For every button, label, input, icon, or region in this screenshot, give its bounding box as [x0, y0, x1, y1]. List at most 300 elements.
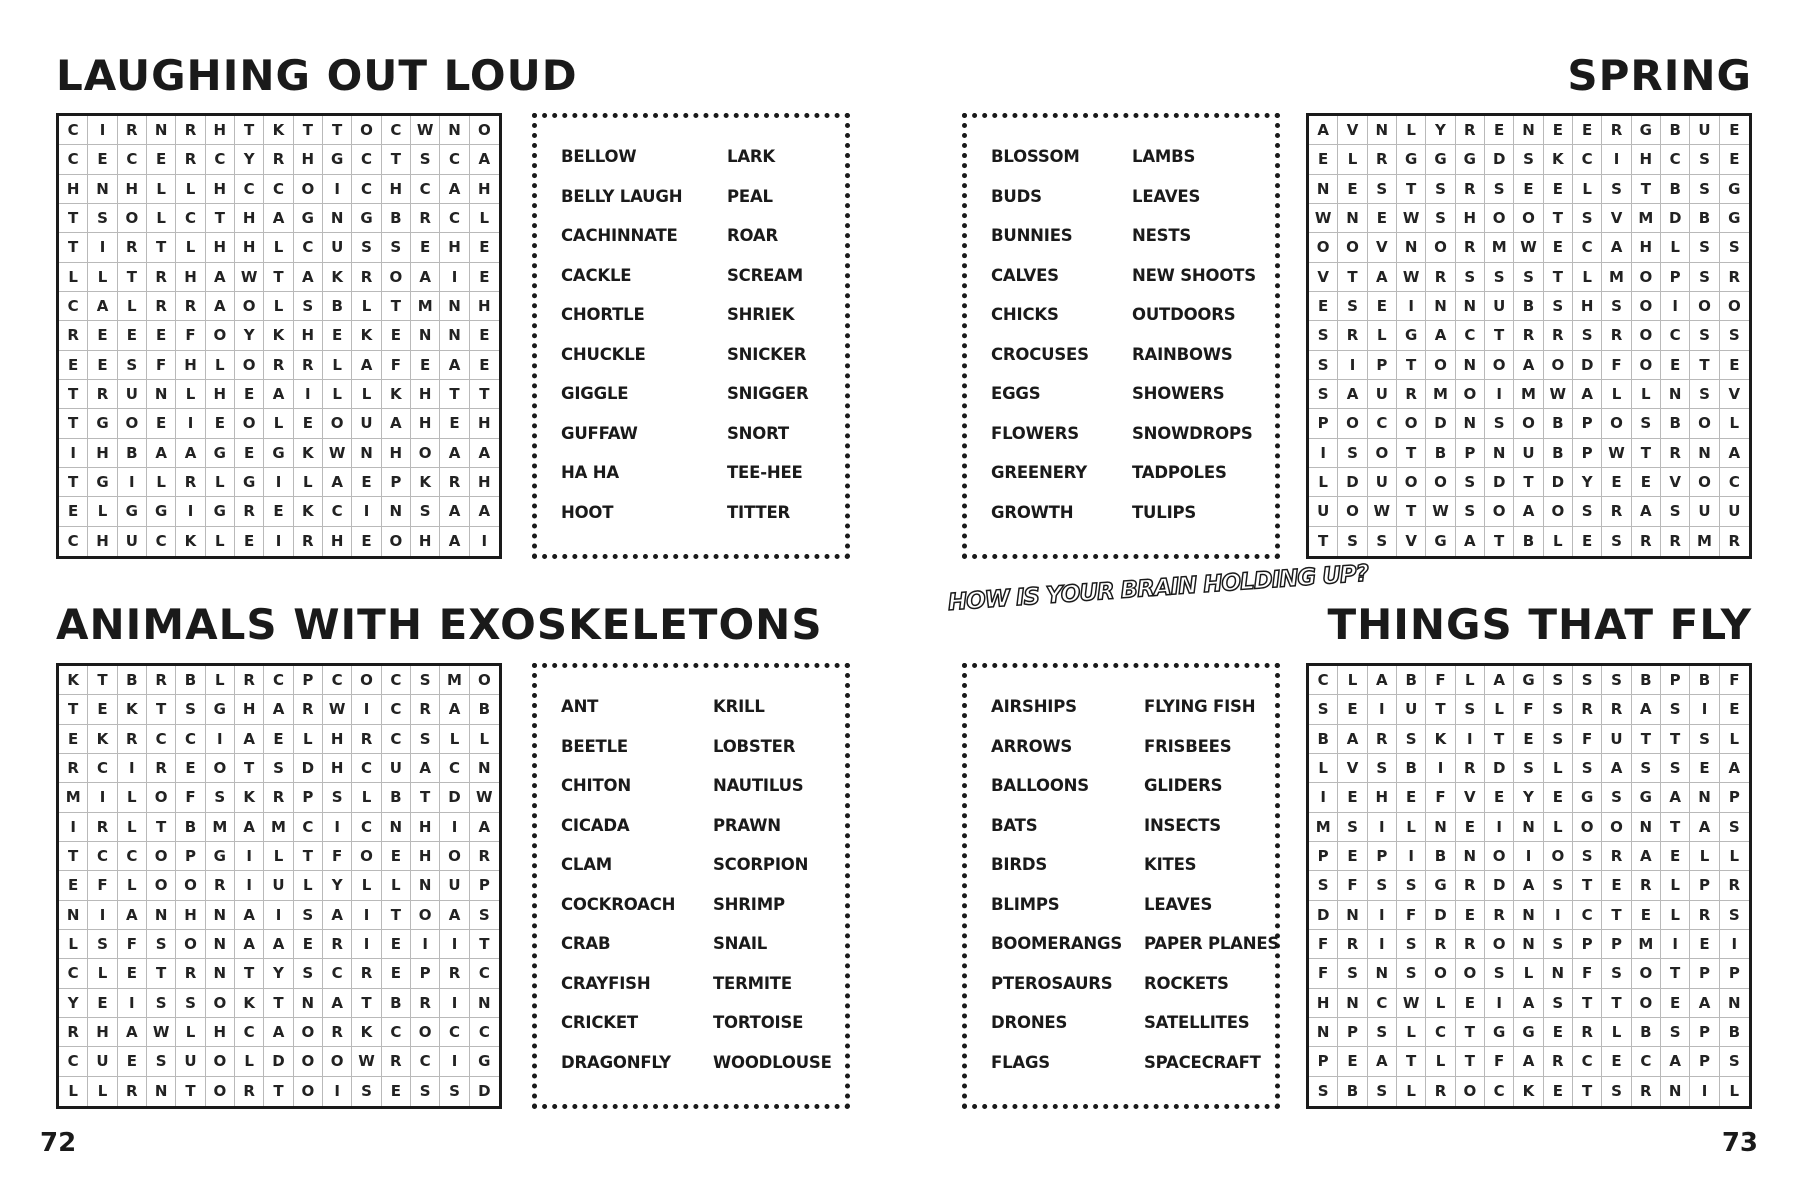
grid-cell: U	[118, 527, 147, 556]
grid-cell: R	[1456, 233, 1485, 262]
grid-cell: C	[118, 145, 147, 174]
grid-cell: A	[470, 497, 499, 526]
grid-cell: S	[1397, 725, 1426, 754]
grid-cell: R	[1426, 1077, 1455, 1106]
grid-cell: R	[411, 204, 440, 233]
grid-cell: R	[1426, 263, 1455, 292]
grid-cell: L	[147, 468, 176, 497]
grid-cell: R	[470, 842, 499, 871]
grid-cell: U	[1485, 292, 1514, 321]
grid-cell: O	[176, 930, 205, 959]
grid-cell: C	[1573, 233, 1602, 262]
grid-cell: S	[1456, 263, 1485, 292]
puzzle-title-exoskeletons: ANIMALS WITH EXOSKELETONS	[56, 600, 823, 649]
grid-cell: F	[1573, 725, 1602, 754]
grid-cell: L	[352, 292, 381, 321]
grid-cell: R	[1602, 497, 1631, 526]
grid-cell: S	[1309, 1077, 1338, 1106]
grid-cell: O	[1602, 409, 1631, 438]
grid-cell: E	[470, 233, 499, 262]
grid-cell: S	[1544, 666, 1573, 695]
grid-cell: S	[1602, 959, 1631, 988]
grid-cell: L	[59, 930, 88, 959]
word-list-item: BLOSSOM	[991, 147, 1080, 166]
grid-cell: O	[352, 666, 381, 695]
grid-cell: R	[1456, 754, 1485, 783]
grid-cell: C	[1573, 901, 1602, 930]
grid-cell: E	[411, 351, 440, 380]
grid-cell: D	[440, 783, 469, 812]
grid-cell: T	[1397, 1047, 1426, 1076]
grid-cell: A	[206, 263, 235, 292]
grid-cell: S	[1456, 497, 1485, 526]
grid-cell: L	[235, 1047, 264, 1076]
grid-cell: O	[352, 842, 381, 871]
grid-cell: E	[118, 1047, 147, 1076]
grid-cell: E	[59, 725, 88, 754]
grid-cell: T	[1309, 527, 1338, 556]
grid-cell: H	[235, 204, 264, 233]
grid-cell: N	[1661, 380, 1690, 409]
grid-cell: O	[206, 1077, 235, 1106]
grid-cell: T	[1514, 468, 1543, 497]
grid-cell: R	[1573, 695, 1602, 724]
word-column	[713, 697, 832, 1092]
word-list-item: HOOT	[561, 502, 614, 522]
grid-cell: W	[411, 116, 440, 145]
grid-cell: O	[1690, 409, 1719, 438]
grid-cell: T	[147, 813, 176, 842]
grid-cell: T	[59, 233, 88, 262]
grid-cell: G	[206, 695, 235, 724]
grid-cell: S	[147, 930, 176, 959]
grid-cell: R	[206, 871, 235, 900]
grid-cell: S	[323, 783, 352, 812]
brain-banner: HOW IS YOUR BRAIN HOLDING UP?	[947, 560, 1369, 616]
grid-cell: P	[411, 959, 440, 988]
grid-cell: H	[88, 439, 117, 468]
grid-cell: A	[176, 439, 205, 468]
grid-cell: T	[294, 842, 323, 871]
grid-cell: U	[440, 871, 469, 900]
grid-cell: O	[323, 409, 352, 438]
grid-cell: L	[1661, 233, 1690, 262]
grid-cell: L	[118, 783, 147, 812]
grid-cell: R	[1426, 930, 1455, 959]
word-list-item: EGGS	[991, 384, 1041, 403]
grid-cell: N	[1368, 959, 1397, 988]
grid-cell: O	[411, 1018, 440, 1047]
grid-cell: E	[264, 497, 293, 526]
grid-cell: S	[1397, 930, 1426, 959]
grid-cell: R	[440, 959, 469, 988]
grid-cell: A	[1485, 666, 1514, 695]
grid-cell: F	[1573, 959, 1602, 988]
word-list-item: LOBSTER	[713, 736, 796, 756]
grid-cell: S	[352, 1077, 381, 1106]
grid-cell: B	[1690, 204, 1719, 233]
grid-cell: S	[1602, 175, 1631, 204]
grid-cell: K	[352, 321, 381, 350]
grid-cell: F	[382, 351, 411, 380]
grid-cell: L	[294, 871, 323, 900]
grid-cell: T	[1485, 527, 1514, 556]
word-column	[561, 697, 675, 1092]
grid-cell: B	[1661, 116, 1690, 145]
grid-cell: E	[1602, 468, 1631, 497]
grid-cell: R	[176, 959, 205, 988]
word-column	[1132, 147, 1256, 542]
grid-cell: P	[1573, 439, 1602, 468]
grid-cell: H	[470, 175, 499, 204]
grid-cell: R	[1632, 871, 1661, 900]
grid-cell: R	[323, 930, 352, 959]
grid-cell: H	[206, 380, 235, 409]
grid-cell: A	[118, 1018, 147, 1047]
grid-cell: U	[88, 1047, 117, 1076]
grid-cell: A	[1720, 754, 1749, 783]
grid-cell: L	[1397, 116, 1426, 145]
grid-cell: D	[478, 1082, 491, 1101]
grid-cell: G	[88, 468, 117, 497]
grid-cell: R	[147, 754, 176, 783]
grid-cell: I	[1661, 930, 1690, 959]
grid-cell: T	[1632, 439, 1661, 468]
word-list-item: CICADA	[561, 815, 630, 835]
grid-cell: M	[206, 813, 235, 842]
grid-cell: B	[1397, 754, 1426, 783]
grid-cell: A	[294, 263, 323, 292]
grid-cell: T	[1426, 695, 1455, 724]
grid-cell: N	[470, 989, 499, 1018]
grid-cell: S	[1309, 380, 1338, 409]
grid-cell: S	[1514, 145, 1543, 174]
grid-cell: E	[1544, 1018, 1573, 1047]
grid-cell: O	[382, 263, 411, 292]
grid-cell: C	[1632, 1047, 1661, 1076]
grid-cell: R	[1456, 871, 1485, 900]
grid-cell: H	[411, 409, 440, 438]
grid-cell: H	[206, 175, 235, 204]
word-list-item: SPACECRAFT	[1144, 1052, 1261, 1072]
grid-cell: H	[411, 842, 440, 871]
grid-cell: S	[1661, 695, 1690, 724]
grid-cell: W	[1368, 497, 1397, 526]
grid-cell: A	[1573, 380, 1602, 409]
grid-cell: E	[235, 527, 264, 556]
grid-cell: T	[59, 204, 88, 233]
grid-cell: I	[1368, 901, 1397, 930]
word-column	[1144, 697, 1279, 1092]
word-list-item: LARK	[727, 147, 775, 166]
grid-cell: S	[264, 754, 293, 783]
grid-cell: F	[1309, 930, 1338, 959]
grid-cell: E	[147, 321, 176, 350]
grid-cell: E	[1690, 754, 1719, 783]
word-list-item: INSECTS	[1144, 815, 1221, 835]
grid-cell: L	[176, 175, 205, 204]
grid-cell: S	[1602, 1077, 1631, 1106]
grid-cell: A	[1514, 497, 1543, 526]
grid-cell: S	[1426, 175, 1455, 204]
grid-cell: N	[294, 989, 323, 1018]
grid-cell: H	[235, 233, 264, 262]
grid-cell: L	[352, 783, 381, 812]
grid-cell: W	[470, 783, 499, 812]
word-column	[991, 147, 1089, 542]
grid-cell: M	[1309, 813, 1338, 842]
grid-cell: G	[1397, 145, 1426, 174]
word-list-item: GREENERY	[991, 463, 1088, 482]
grid-cell: S	[1309, 695, 1338, 724]
grid-cell: B	[1514, 527, 1543, 556]
grid-cell: E	[147, 409, 176, 438]
grid-cell: E	[147, 145, 176, 174]
grid-cell: I	[352, 930, 381, 959]
grid-cell: O	[294, 1018, 323, 1047]
grid-cell: B	[1632, 1018, 1661, 1047]
grid-cell: C	[235, 175, 264, 204]
grid-cell: H	[88, 1018, 117, 1047]
grid-cell: E	[1456, 989, 1485, 1018]
grid-cell: E	[382, 1077, 411, 1106]
grid-cell: O	[118, 409, 147, 438]
grid-cell: P	[1368, 842, 1397, 871]
grid-cell: E	[1456, 901, 1485, 930]
grid-cell: O	[1338, 497, 1367, 526]
grid-cell: E	[470, 263, 499, 292]
word-list-item: SATELLITES	[1144, 1013, 1250, 1032]
grid-cell: I	[1338, 351, 1367, 380]
grid-cell: O	[1456, 380, 1485, 409]
grid-cell: C	[352, 754, 381, 783]
grid-cell: W	[323, 439, 352, 468]
grid-cell: H	[1309, 989, 1338, 1018]
grid-cell: L	[1397, 813, 1426, 842]
grid-cell: R	[118, 233, 147, 262]
grid-cell: N	[1368, 116, 1397, 145]
grid-cell: U	[1690, 116, 1719, 145]
grid-cell: A	[264, 380, 293, 409]
grid-cell: S	[1720, 901, 1749, 930]
grid-cell: L	[1602, 1018, 1631, 1047]
grid-cell: H	[323, 527, 352, 556]
grid-cell: O	[206, 989, 235, 1018]
grid-cell: A	[1602, 233, 1631, 262]
grid-cell: E	[88, 351, 117, 380]
grid-cell: K	[411, 468, 440, 497]
grid-cell: V	[1309, 263, 1338, 292]
grid-cell: C	[1661, 321, 1690, 350]
grid-cell: N	[411, 321, 440, 350]
grid-cell: H	[1368, 783, 1397, 812]
grid-cell: L	[1368, 321, 1397, 350]
grid-cell: O	[440, 842, 469, 871]
grid-cell: I	[176, 497, 205, 526]
grid-cell: S	[1690, 145, 1719, 174]
grid-cell: N	[1338, 204, 1367, 233]
grid-cell: E	[1338, 842, 1367, 871]
grid-cell: O	[147, 871, 176, 900]
grid-cell: R	[1397, 380, 1426, 409]
grid-cell: I	[1690, 695, 1719, 724]
grid-cell: O	[294, 1047, 323, 1076]
grid-cell: I	[1368, 930, 1397, 959]
grid-cell: S	[294, 292, 323, 321]
grid-cell: S	[1338, 959, 1367, 988]
grid-cell: N	[59, 901, 88, 930]
grid-cell: E	[382, 321, 411, 350]
grid-cell: W	[323, 695, 352, 724]
grid-cell: E	[1573, 116, 1602, 145]
grid-cell: S	[1602, 292, 1631, 321]
grid-cell: O	[1632, 321, 1661, 350]
word-list-item: TEE-HEE	[727, 463, 803, 482]
word-list-item: CRICKET	[561, 1013, 638, 1032]
grid-cell: L	[88, 1077, 117, 1106]
grid-cell: H	[176, 901, 205, 930]
grid-cell: A	[1368, 263, 1397, 292]
grid-cell: O	[1397, 409, 1426, 438]
grid-cell: K	[352, 1018, 381, 1047]
grid-cell: L	[294, 468, 323, 497]
grid-cell: G	[1397, 321, 1426, 350]
grid-cell: L	[1397, 1077, 1426, 1106]
grid-cell: S	[1368, 1077, 1397, 1106]
grid-cell: O	[1485, 204, 1514, 233]
grid-cell: R	[411, 989, 440, 1018]
grid-cell: N	[352, 439, 381, 468]
grid-cell: S	[1573, 842, 1602, 871]
grid-cell: O	[1544, 351, 1573, 380]
grid-cell: C	[323, 959, 352, 988]
grid-cell: R	[1573, 1018, 1602, 1047]
grid-cell: W	[1397, 989, 1426, 1018]
grid-cell: S	[1632, 754, 1661, 783]
grid-cell: S	[352, 233, 381, 262]
word-list-item: BEETLE	[561, 736, 628, 756]
grid-cell: I	[235, 871, 264, 900]
grid-cell: S	[1661, 1018, 1690, 1047]
grid-cell: C	[1368, 989, 1397, 1018]
grid-cell: R	[264, 145, 293, 174]
grid-cell: T	[1397, 351, 1426, 380]
grid-cell: T	[147, 959, 176, 988]
grid-cell: A	[235, 901, 264, 930]
grid-cell: S	[88, 930, 117, 959]
grid-cell: V	[1456, 783, 1485, 812]
grid-cell: L	[206, 527, 235, 556]
grid-cell: T	[59, 695, 88, 724]
grid-cell: K	[294, 439, 323, 468]
grid-cell: A	[1338, 725, 1367, 754]
grid-cell: N	[1397, 233, 1426, 262]
word-list-item: DRAGONFLY	[561, 1052, 671, 1072]
grid-cell: R	[59, 1018, 88, 1047]
grid-cell: O	[1690, 468, 1719, 497]
grid-cell: S	[411, 1077, 440, 1106]
word-column	[561, 147, 682, 542]
grid-cell: A	[1514, 1047, 1543, 1076]
grid-cell: G	[206, 439, 235, 468]
grid-cell: R	[1544, 1047, 1573, 1076]
grid-cell: A	[411, 754, 440, 783]
word-list-item: ARROWS	[991, 736, 1073, 756]
grid-cell: M	[264, 813, 293, 842]
grid-cell: G	[1426, 871, 1455, 900]
grid-cell: L	[176, 233, 205, 262]
grid-cell: L	[1397, 1018, 1426, 1047]
grid-cell: C	[352, 145, 381, 174]
grid-cell: R	[176, 292, 205, 321]
word-list-item: LEAVES	[1132, 186, 1201, 206]
grid-cell: N	[440, 116, 469, 145]
grid-cell: R	[1690, 901, 1719, 930]
grid-cell: R	[118, 725, 147, 754]
grid-cell: L	[176, 380, 205, 409]
grid-cell: W	[1397, 204, 1426, 233]
grid-cell: A	[1368, 1047, 1397, 1076]
grid-cell: T	[1661, 959, 1690, 988]
grid-cell: E	[352, 468, 381, 497]
grid-cell: A	[1632, 842, 1661, 871]
grid-cell: S	[1720, 813, 1749, 842]
grid-cell: S	[1690, 380, 1719, 409]
grid-cell: C	[1426, 1018, 1455, 1047]
word-list-item: KRILL	[713, 697, 765, 716]
grid-cell: B	[118, 666, 147, 695]
grid-cell: T	[88, 666, 117, 695]
word-list-item: SNICKER	[727, 344, 807, 364]
grid-cell: A	[88, 292, 117, 321]
grid-cell: A	[382, 409, 411, 438]
word-list-item: CRAYFISH	[561, 973, 651, 993]
grid-cell: E	[1368, 204, 1397, 233]
grid-cell: T	[1397, 175, 1426, 204]
grid-cell: E	[59, 351, 88, 380]
grid-cell: L	[206, 468, 235, 497]
grid-cell: S	[1661, 754, 1690, 783]
word-list-item: LAMBS	[1132, 147, 1196, 166]
grid-cell: O	[1426, 351, 1455, 380]
grid-cell: L	[1573, 263, 1602, 292]
grid-cell: C	[1661, 145, 1690, 174]
grid-cell: R	[1485, 901, 1514, 930]
grid-cell: R	[1338, 930, 1367, 959]
grid-cell: C	[440, 145, 469, 174]
grid-cell: U	[264, 871, 293, 900]
puzzle-title-things-that-fly: THINGS THAT FLY	[1327, 600, 1752, 649]
grid-cell: R	[294, 695, 323, 724]
grid-cell: C	[59, 1047, 88, 1076]
grid-cell: S	[1485, 959, 1514, 988]
grid-cell: Y	[1573, 468, 1602, 497]
grid-cell: I	[88, 233, 117, 262]
word-list-item: TULIPS	[1132, 502, 1197, 522]
grid-cell: T	[323, 116, 352, 145]
grid-cell: K	[382, 380, 411, 409]
grid-cell: F	[147, 351, 176, 380]
grid-cell: M	[1632, 930, 1661, 959]
grid-cell: E	[470, 321, 499, 350]
grid-cell: I	[1456, 725, 1485, 754]
grid-cell: H	[411, 380, 440, 409]
grid-cell: B	[382, 989, 411, 1018]
grid-cell: D	[1426, 901, 1455, 930]
grid-cell: A	[1632, 695, 1661, 724]
grid-cell: N	[147, 1077, 176, 1106]
grid-cell: K	[1514, 1077, 1543, 1106]
